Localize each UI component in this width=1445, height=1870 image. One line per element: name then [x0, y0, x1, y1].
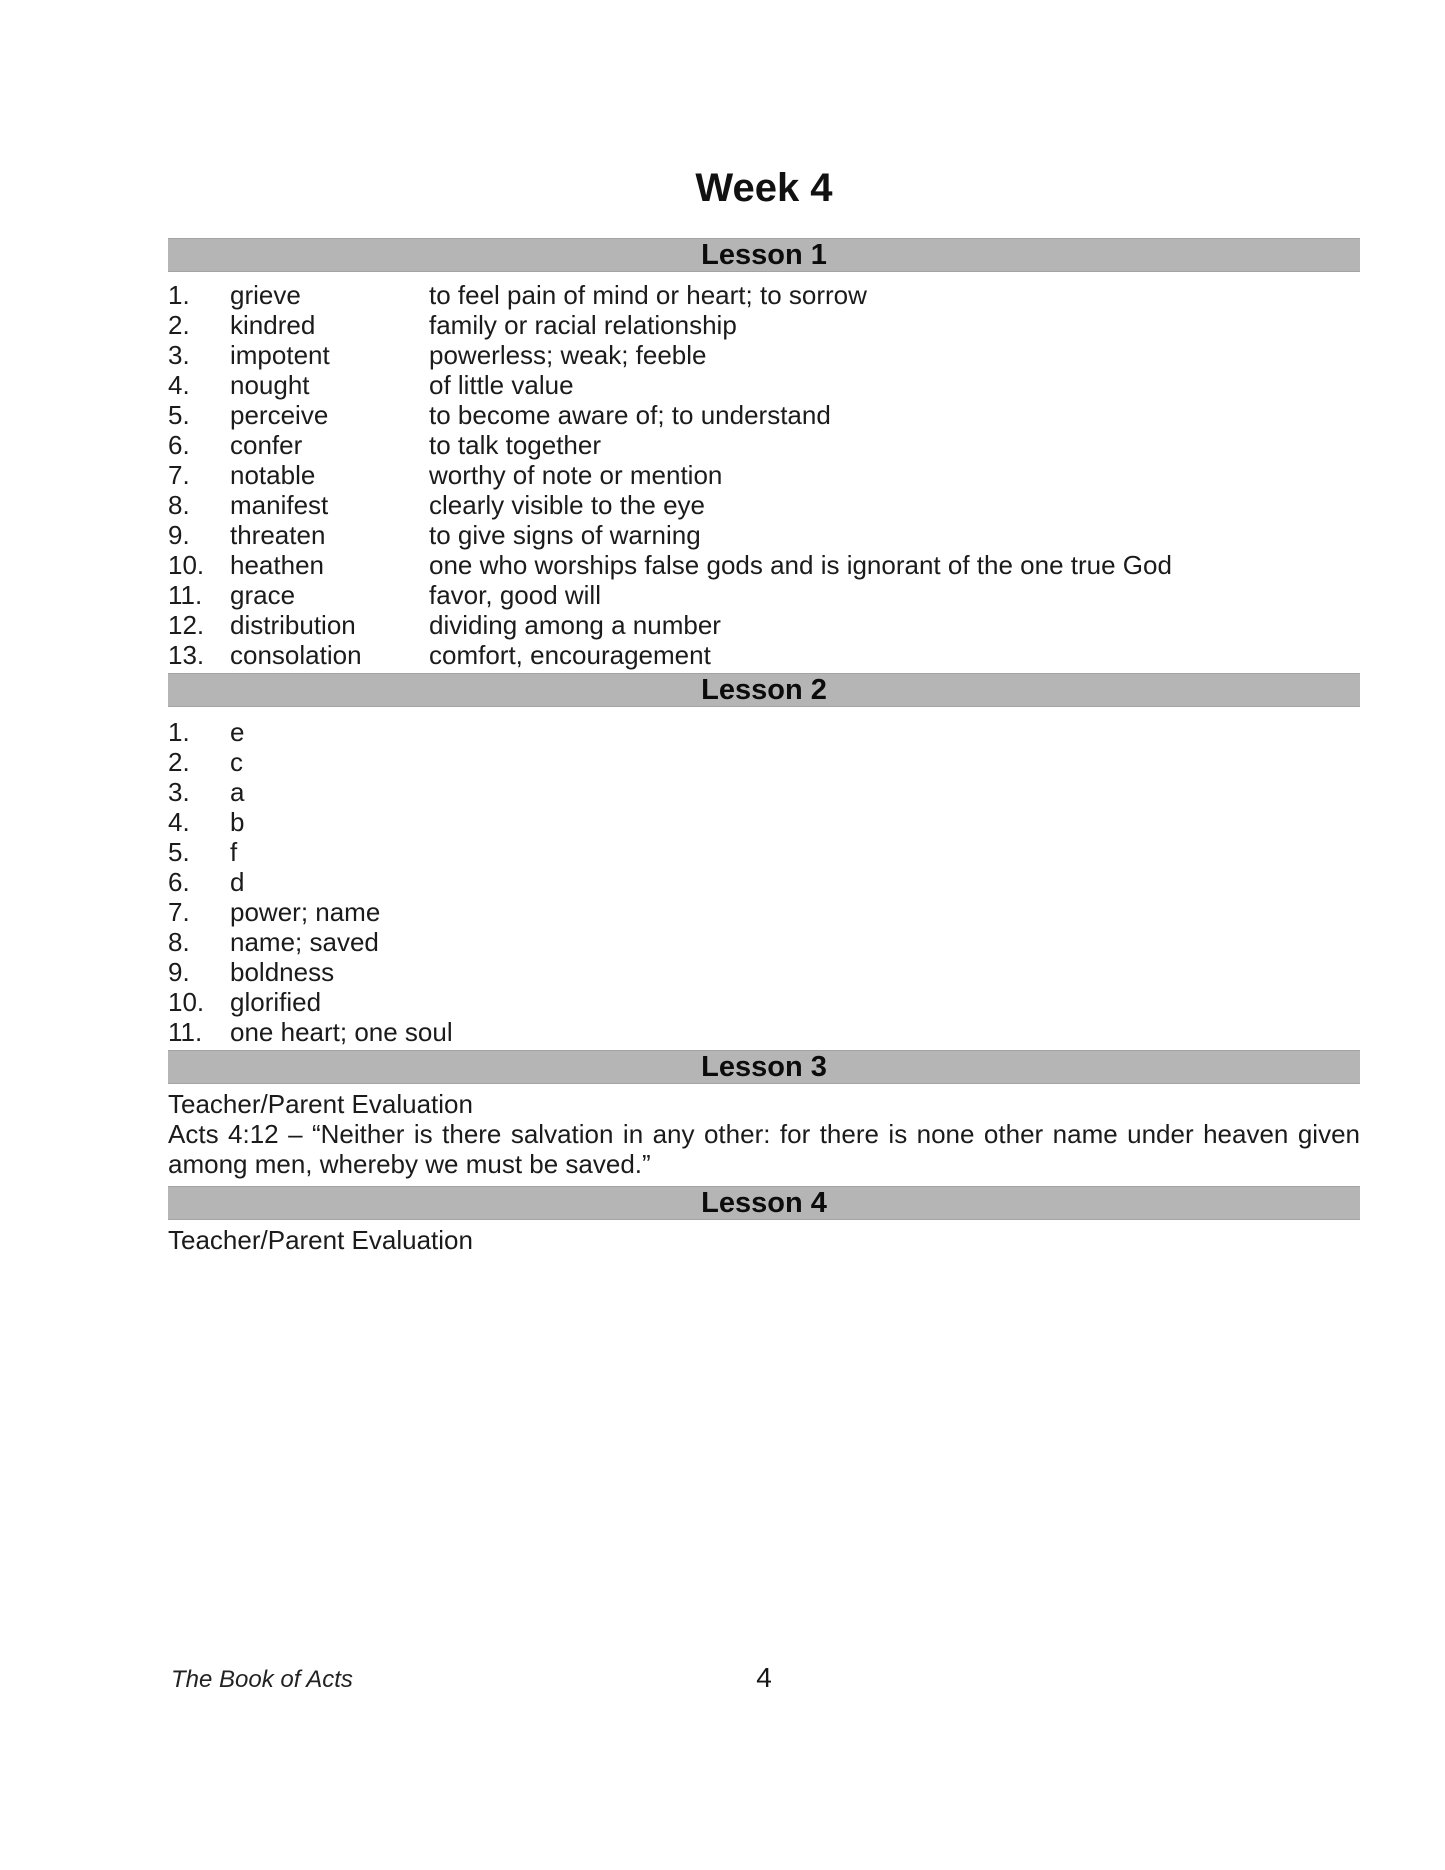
item-number: 8. [168, 927, 190, 957]
vocab-word: notable [230, 460, 316, 490]
answer-row [168, 837, 1360, 867]
vocab-definition: one who worships false gods and is ignorant of the one true God [429, 550, 1172, 580]
item-number: 4. [168, 807, 190, 837]
vocab-definition: worthy of note or mention [429, 460, 723, 490]
section-heading-label: Lesson 2 [701, 674, 827, 706]
answer-text: one heart; one soul [230, 1017, 453, 1047]
vocab-word: consolation [230, 640, 362, 670]
vocab-word: impotent [230, 340, 330, 370]
section-heading-label: Lesson 1 [701, 239, 827, 271]
vocab-word: threaten [230, 520, 326, 550]
item-number: 11. [168, 580, 203, 610]
vocab-definition: clearly visible to the eye [429, 490, 706, 520]
vocab-definition: powerless; weak; feeble [429, 340, 707, 370]
item-number: 12. [168, 610, 205, 640]
vocab-word: manifest [230, 490, 329, 520]
vocab-word: nought [230, 370, 310, 400]
teacher-parent-evaluation-text: Teacher/Parent Evaluation [168, 1225, 473, 1255]
answer-text: glorified [230, 987, 322, 1017]
answer-row [168, 807, 1360, 837]
vocab-list-lesson-1 [168, 280, 1360, 670]
vocab-row [168, 580, 1360, 610]
item-number: 5. [168, 837, 190, 867]
item-number: 2. [168, 310, 190, 340]
item-number: 7. [168, 460, 190, 490]
section-header-lesson-4 [168, 1186, 1360, 1220]
item-number: 4. [168, 370, 190, 400]
scripture-quote-line-1: Acts 4:12 – “Neither is there salvation in any other: for there is none other name under heaven given [168, 1119, 1360, 1149]
footer-page-number: 4 [756, 1662, 772, 1693]
answer-row [168, 1017, 1360, 1047]
vocab-definition: to become aware of; to understand [429, 400, 831, 430]
item-number: 10. [168, 550, 205, 580]
vocab-word: kindred [230, 310, 316, 340]
vocab-definition: to feel pain of mind or heart; to sorrow [429, 280, 867, 310]
vocab-row [168, 400, 1360, 430]
answer-text: power; name [230, 897, 381, 927]
vocab-row [168, 280, 1360, 310]
answer-row [168, 987, 1360, 1017]
answer-row [168, 957, 1360, 987]
answer-text: b [230, 807, 245, 837]
vocab-word: grace [230, 580, 296, 610]
answer-text: f [230, 837, 238, 867]
item-number: 9. [168, 520, 190, 550]
item-number: 6. [168, 430, 190, 460]
answer-text: boldness [230, 957, 335, 987]
section-header-lesson-1 [168, 238, 1360, 272]
vocab-definition: favor, good will [429, 580, 601, 610]
vocab-row [168, 310, 1360, 340]
item-number: 8. [168, 490, 190, 520]
vocab-row [168, 610, 1360, 640]
vocab-row [168, 370, 1360, 400]
teacher-parent-evaluation-text: Teacher/Parent Evaluation [168, 1089, 473, 1119]
answer-row [168, 927, 1360, 957]
item-number: 3. [168, 340, 190, 370]
item-number: 13. [168, 640, 205, 670]
vocab-word: grieve [230, 280, 301, 310]
answer-row [168, 897, 1360, 927]
vocab-word: perceive [230, 400, 329, 430]
answer-row [168, 747, 1360, 777]
section-header-lesson-3 [168, 1050, 1360, 1084]
vocab-definition: family or racial relationship [429, 310, 737, 340]
item-number: 3. [168, 777, 190, 807]
answer-row [168, 777, 1360, 807]
vocab-definition: to talk together [429, 430, 601, 460]
section-header-lesson-2 [168, 673, 1360, 707]
vocab-word: heathen [230, 550, 324, 580]
item-number: 7. [168, 897, 190, 927]
vocab-definition: to give signs of warning [429, 520, 701, 550]
vocab-word: confer [230, 430, 303, 460]
answer-row [168, 717, 1360, 747]
lesson-4-body [168, 1225, 1360, 1255]
item-number: 2. [168, 747, 190, 777]
item-number: 6. [168, 867, 190, 897]
vocab-row [168, 520, 1360, 550]
item-number: 5. [168, 400, 190, 430]
page-title: Week 4 [695, 166, 833, 210]
vocab-row [168, 490, 1360, 520]
vocab-word: distribution [230, 610, 356, 640]
item-number: 1. [168, 717, 190, 747]
answer-list-lesson-2 [168, 717, 1360, 1047]
vocab-row [168, 550, 1360, 580]
answer-text: e [230, 717, 245, 747]
answer-text: a [230, 777, 245, 807]
section-heading-label: Lesson 3 [701, 1051, 827, 1083]
item-number: 9. [168, 957, 190, 987]
section-heading-label: Lesson 4 [701, 1187, 827, 1219]
item-number: 11. [168, 1017, 203, 1047]
vocab-definition: of little value [429, 370, 574, 400]
scripture-quote-line-2: among men, whereby we must be saved.” [168, 1149, 651, 1179]
item-number: 1. [168, 280, 190, 310]
vocab-row [168, 430, 1360, 460]
vocab-row [168, 340, 1360, 370]
vocab-definition: comfort, encouragement [429, 640, 711, 670]
lesson-3-body [168, 1089, 1360, 1179]
answer-text: d [230, 867, 245, 897]
answer-text: c [230, 747, 243, 777]
vocab-row [168, 460, 1360, 490]
item-number: 10. [168, 987, 205, 1017]
vocab-row [168, 640, 1360, 670]
vocab-definition: dividing among a number [429, 610, 721, 640]
answer-text: name; saved [230, 927, 379, 957]
footer-book-title: The Book of Acts [171, 1666, 353, 1693]
answer-row [168, 867, 1360, 897]
